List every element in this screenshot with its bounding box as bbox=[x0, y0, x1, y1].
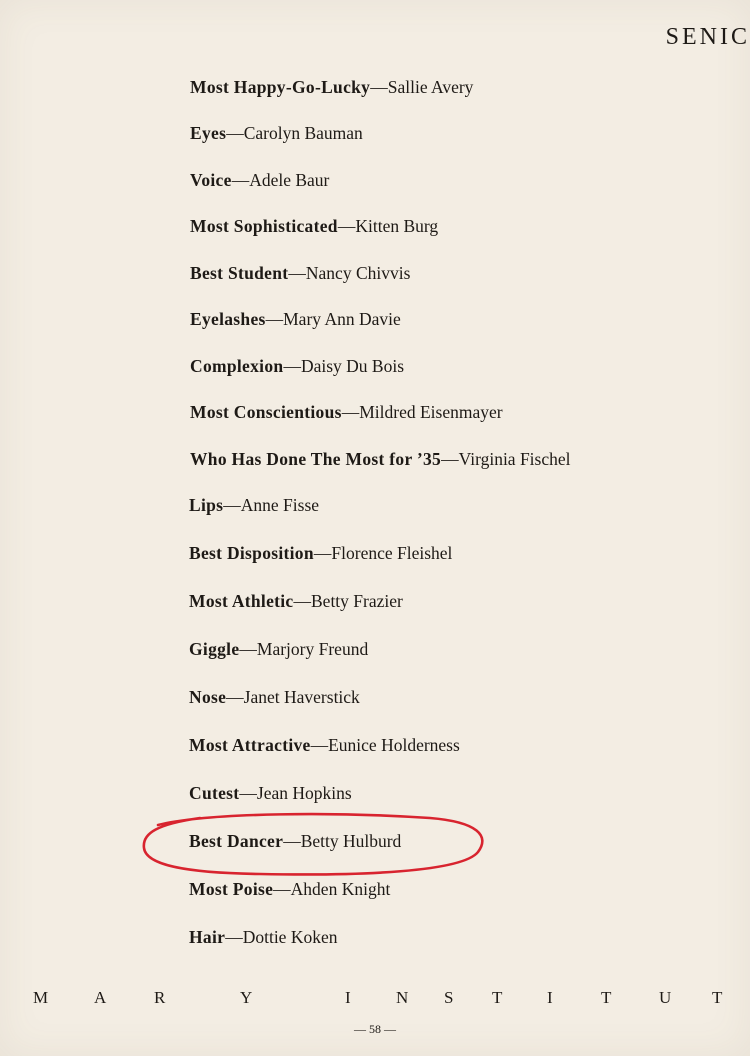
superlative-category: Eyelashes bbox=[190, 309, 266, 329]
student-name: Adele Baur bbox=[249, 170, 330, 190]
superlative-category: Cutest bbox=[189, 783, 240, 803]
footer-letter: T bbox=[601, 988, 612, 1007]
running-header: SENIC bbox=[665, 24, 750, 50]
superlative-entry bbox=[190, 262, 410, 284]
footer-letter: M bbox=[33, 988, 49, 1007]
em-dash: — bbox=[223, 495, 241, 515]
superlative-entry bbox=[189, 590, 403, 612]
em-dash: — bbox=[370, 77, 388, 97]
em-dash: — bbox=[313, 543, 332, 563]
student-name: Eunice Holderness bbox=[328, 735, 460, 755]
superlative-category: Most Conscientious bbox=[190, 402, 342, 422]
student-name: Carolyn Bauman bbox=[243, 123, 363, 143]
footer-letter: R bbox=[154, 988, 166, 1007]
footer-school-title bbox=[0, 988, 750, 1012]
em-dash: — bbox=[265, 309, 284, 329]
superlative-category: Lips bbox=[189, 495, 224, 515]
superlative-category: Hair bbox=[189, 927, 226, 947]
em-dash: — bbox=[310, 735, 329, 755]
superlative-entry bbox=[190, 308, 401, 330]
superlative-entry bbox=[190, 355, 404, 377]
em-dash: — bbox=[283, 831, 301, 851]
em-dash: — bbox=[225, 927, 243, 947]
superlative-category: Best Dancer bbox=[189, 831, 284, 851]
student-name: Sallie Avery bbox=[387, 77, 474, 97]
superlative-category: Most Athletic bbox=[189, 591, 294, 611]
student-name: Mary Ann Davie bbox=[283, 309, 401, 329]
footer-letter: U bbox=[659, 988, 672, 1007]
footer-letter: T bbox=[492, 988, 503, 1007]
superlative-category: Best Disposition bbox=[189, 543, 314, 563]
superlative-entry bbox=[190, 215, 438, 237]
superlative-category: Most Sophisticated bbox=[190, 216, 338, 236]
superlative-entry bbox=[189, 638, 368, 660]
superlative-category: Most Happy-Go-Lucky bbox=[190, 77, 371, 97]
student-name: Virginia Fischel bbox=[458, 449, 571, 469]
student-name: Mildred Eisenmayer bbox=[359, 402, 503, 422]
student-name: Nancy Chivvis bbox=[305, 263, 411, 283]
student-name: Betty Frazier bbox=[311, 591, 403, 611]
student-name: Anne Fisse bbox=[240, 495, 320, 515]
student-name: Dottie Koken bbox=[242, 927, 338, 947]
superlative-entry bbox=[190, 122, 363, 144]
em-dash: — bbox=[293, 591, 311, 611]
superlative-entry bbox=[189, 494, 319, 516]
student-name: Marjory Freund bbox=[256, 639, 369, 659]
em-dash: — bbox=[273, 879, 291, 899]
student-name: Betty Hulburd bbox=[300, 831, 402, 851]
student-name: Kitten Burg bbox=[355, 216, 439, 236]
em-dash: — bbox=[239, 783, 257, 803]
superlative-entry bbox=[189, 686, 360, 708]
em-dash: — bbox=[239, 639, 257, 659]
em-dash: — bbox=[231, 170, 250, 190]
superlative-category: Voice bbox=[190, 170, 232, 190]
em-dash: — bbox=[337, 216, 356, 236]
student-name: Ahden Knight bbox=[290, 879, 391, 899]
student-name: Janet Haverstick bbox=[243, 687, 360, 707]
superlative-category: Complexion bbox=[190, 356, 284, 376]
em-dash: — bbox=[283, 356, 301, 376]
student-name: Florence Fleishel bbox=[331, 543, 453, 563]
superlative-entry-circled bbox=[189, 830, 401, 852]
superlative-entry bbox=[190, 169, 329, 191]
superlative-entry bbox=[189, 926, 337, 948]
superlative-category: Most Attractive bbox=[189, 735, 311, 755]
student-name: Daisy Du Bois bbox=[300, 356, 404, 376]
superlative-entry bbox=[190, 448, 571, 470]
page-number: — 58 — bbox=[354, 1022, 396, 1036]
superlative-category: Most Poise bbox=[189, 879, 274, 899]
superlative-entry bbox=[189, 542, 452, 564]
em-dash: — bbox=[441, 449, 459, 469]
superlative-category: Best Student bbox=[190, 263, 289, 283]
footer-letter: I bbox=[547, 988, 553, 1007]
superlative-category: Who Has Done The Most for ’35 bbox=[190, 449, 442, 469]
superlative-entry bbox=[189, 878, 390, 900]
superlative-entry bbox=[190, 76, 473, 98]
superlative-category: Giggle bbox=[189, 639, 240, 659]
footer-letter: N bbox=[396, 988, 409, 1007]
em-dash: — bbox=[341, 402, 360, 422]
superlative-entry bbox=[190, 401, 503, 423]
superlative-category: Nose bbox=[189, 687, 227, 707]
footer-letter: I bbox=[345, 988, 351, 1007]
em-dash: — bbox=[288, 263, 306, 283]
superlative-entry bbox=[189, 734, 460, 756]
footer-letter: S bbox=[444, 988, 454, 1007]
em-dash: — bbox=[226, 123, 244, 143]
superlative-category: Eyes bbox=[190, 123, 227, 143]
superlative-entry bbox=[189, 782, 352, 804]
footer-letter: Y bbox=[240, 988, 253, 1007]
student-name: Jean Hopkins bbox=[256, 783, 352, 803]
footer-letter: A bbox=[94, 988, 107, 1007]
em-dash: — bbox=[226, 687, 244, 707]
footer-letter: T bbox=[712, 988, 723, 1007]
